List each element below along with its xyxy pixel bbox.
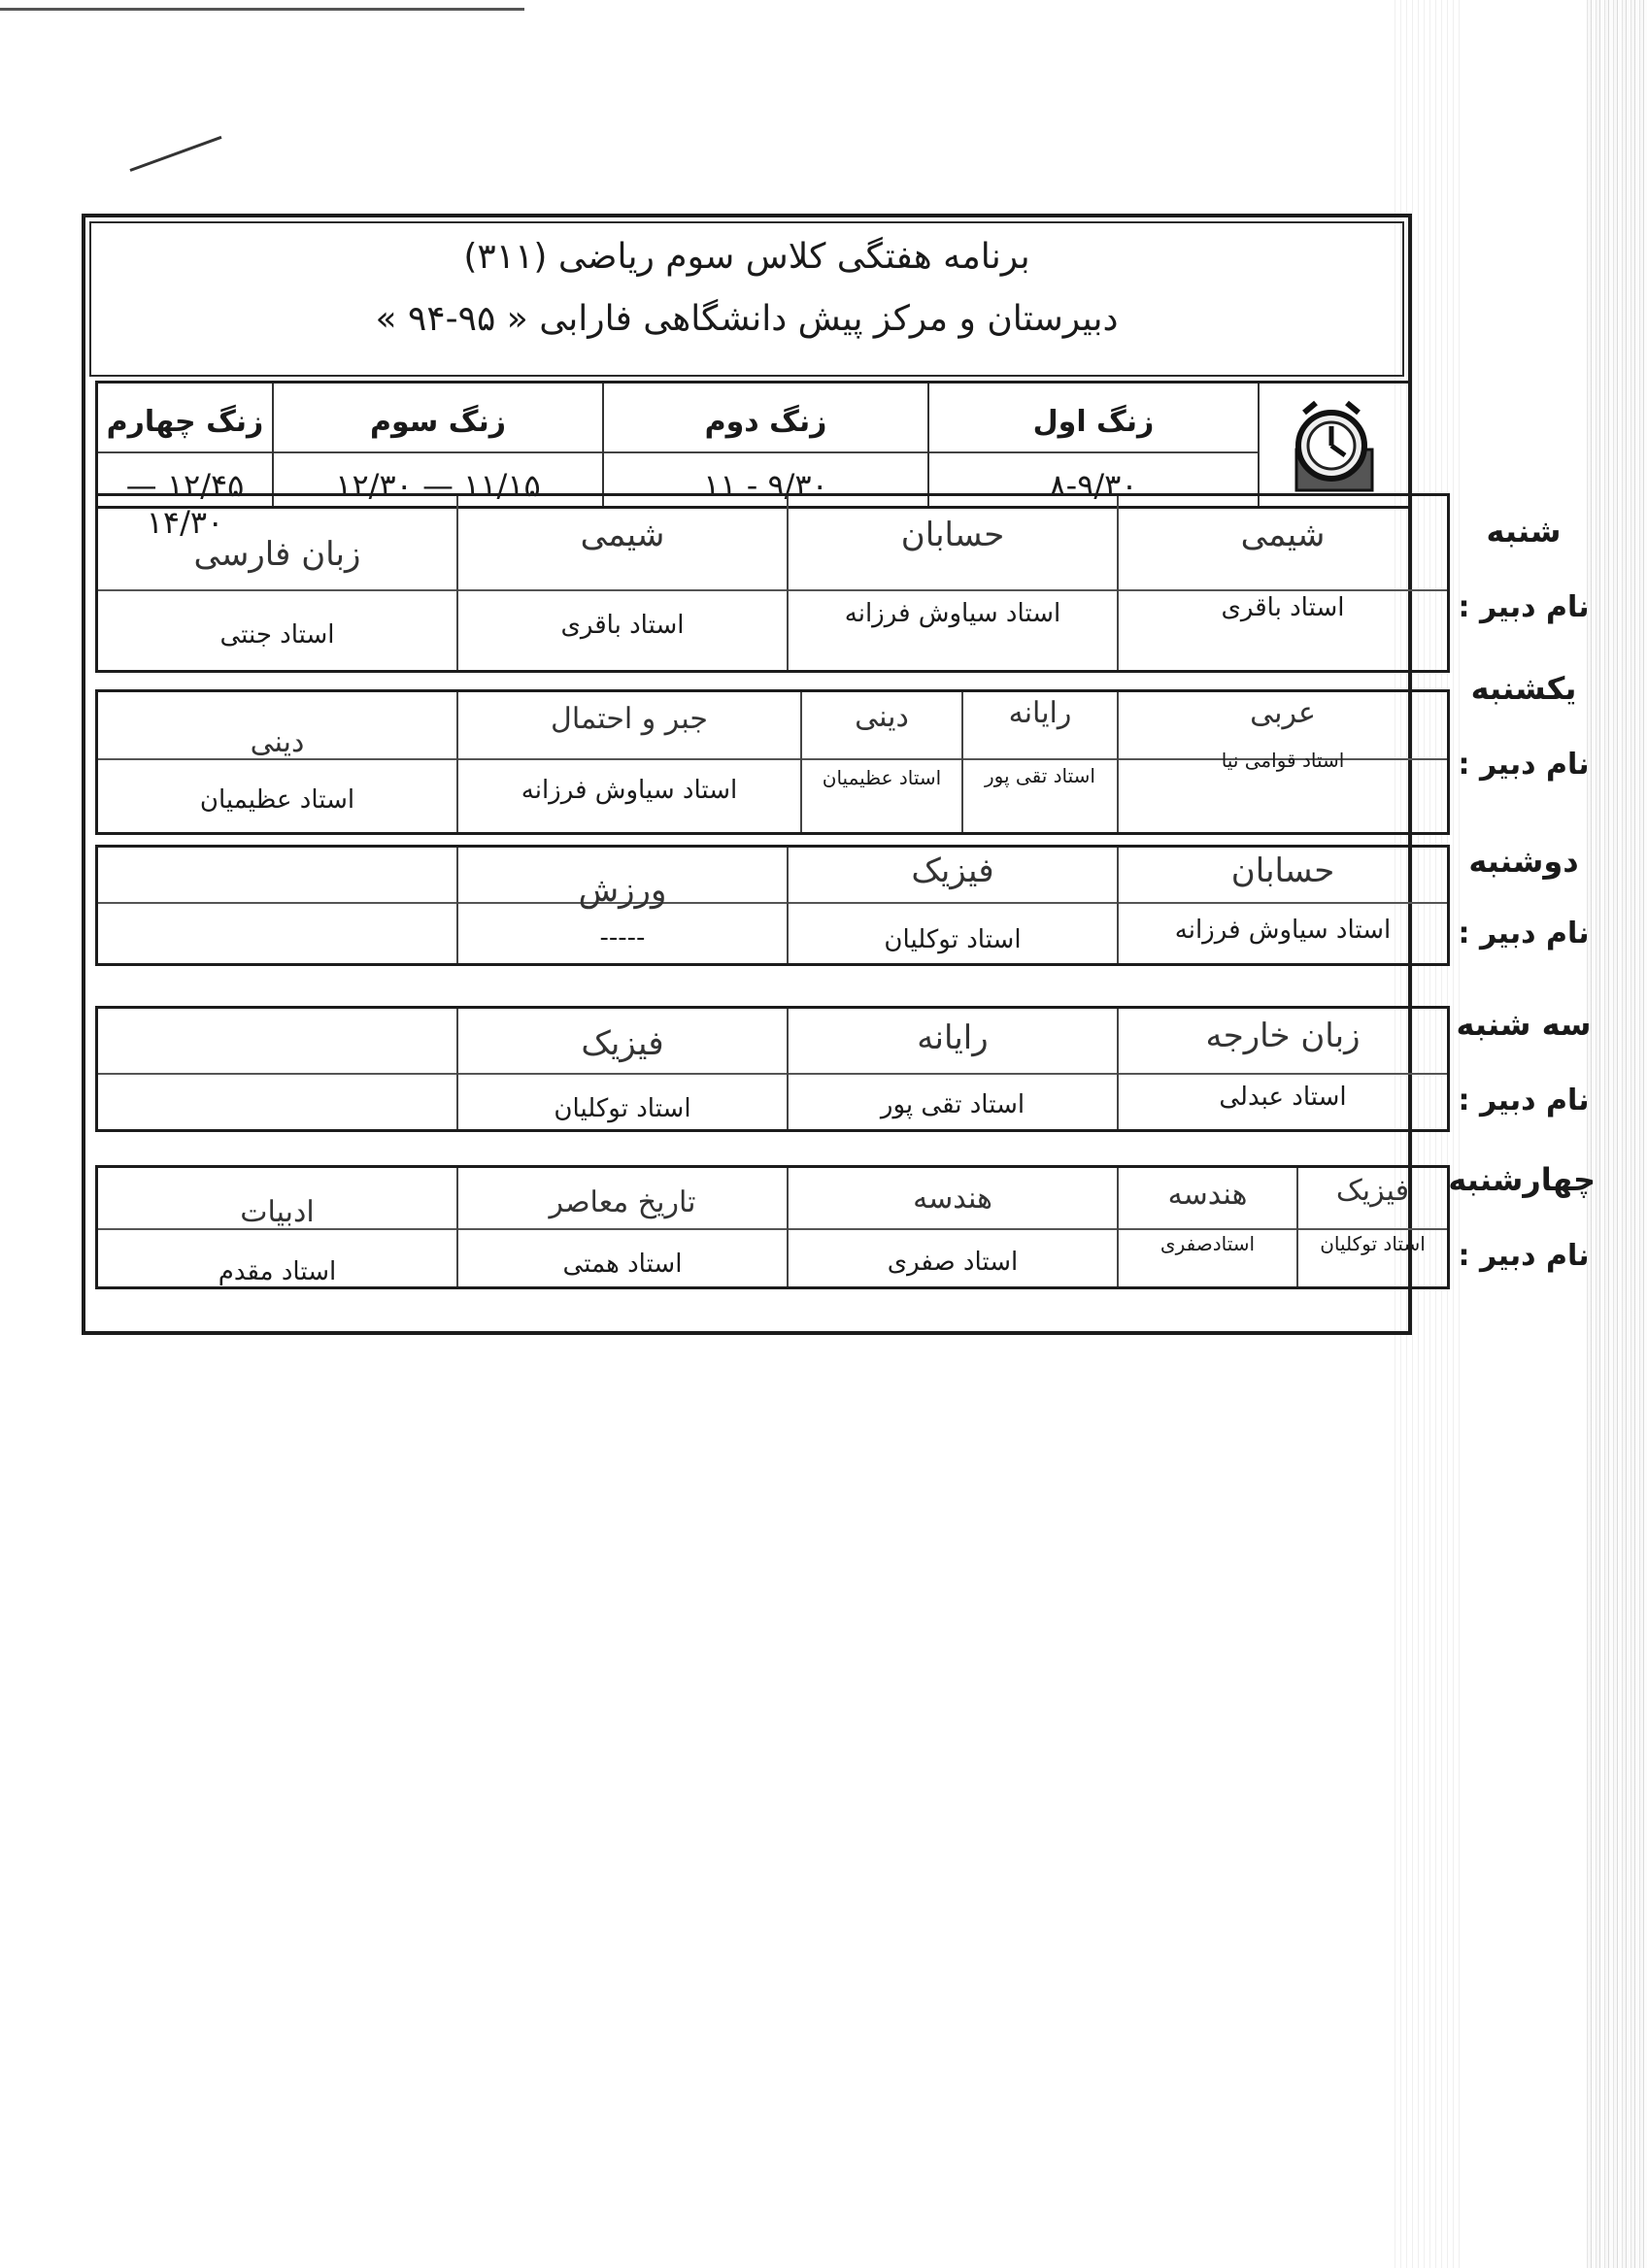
- subject-cell: رایانه: [1008, 696, 1072, 730]
- day-sunday: [95, 670, 1596, 835]
- day-table: [95, 1006, 1450, 1132]
- day-monday: [95, 845, 1596, 966]
- day-name: سه شنبه: [1456, 1006, 1592, 1043]
- subject-cell: تاریخ معاصر: [549, 1185, 696, 1219]
- day-table: [95, 493, 1450, 673]
- subject-cell: ورزش: [578, 871, 667, 910]
- scan-top-line: [0, 8, 524, 11]
- day-tuesday: [95, 1006, 1596, 1132]
- bell-3-time: ۱۱/۱۵ — ۱۲/۳۰: [335, 467, 541, 504]
- schedule-title: برنامه هفتگی کلاس سوم ریاضی (۳۱۱): [463, 237, 1030, 277]
- teacher-cell: استاد باقری: [560, 611, 685, 640]
- schedule-header: [89, 221, 1404, 377]
- subject-cell: ادبیات: [240, 1195, 315, 1229]
- day-table: [95, 689, 1450, 835]
- subject-cell: جبر و احتمال: [551, 702, 708, 736]
- teacher-cell: استاد قوامی نیا: [1221, 749, 1345, 772]
- teacher-cell: استاد تقی پور: [880, 1090, 1025, 1119]
- subject-cell: فیزیک: [581, 1024, 664, 1063]
- teacher-cell: استاد عظیمیان: [822, 766, 942, 789]
- subject-cell: فیزیک: [1335, 1174, 1410, 1208]
- day-wednesday: [95, 1161, 1596, 1289]
- teacher-label: نام دبیر :: [1458, 590, 1590, 624]
- day-name: دوشنبه: [1468, 843, 1579, 880]
- school-name: دبیرستان و مرکز پیش دانشگاهی فارابی « ۹۵-۹۴ »: [375, 299, 1119, 339]
- teacher-label: نام دبیر :: [1458, 1239, 1590, 1273]
- teacher-cell: -----: [599, 923, 646, 952]
- teacher-cell: استاد توکلیان: [884, 925, 1022, 954]
- teacher-label: نام دبیر :: [1458, 917, 1590, 951]
- subject-cell: رایانه: [917, 1018, 989, 1057]
- bell-4: [98, 384, 272, 541]
- bell-1-name: زنگ اول: [1032, 405, 1155, 439]
- subject-cell: عربی: [1250, 696, 1316, 730]
- teacher-label: نام دبیر :: [1458, 1084, 1590, 1117]
- bell-4-time: ۱۲/۴۵ — ۱۴/۳۰: [125, 467, 245, 541]
- teacher-cell: استاد مقدم: [218, 1257, 337, 1286]
- teacher-cell: استاد توکلیان: [1320, 1232, 1426, 1255]
- bell-2: [602, 384, 927, 506]
- bell-4-name: زنگ چهارم: [106, 405, 264, 439]
- bell-3-name: زنگ سوم: [370, 405, 506, 439]
- subject-cell: زبان خارجه: [1205, 1017, 1361, 1055]
- pen-mark: [129, 136, 221, 172]
- bell-1-time: ۸-۹/۳۰: [1049, 467, 1138, 504]
- teacher-cell: استاد تقی پور: [985, 764, 1095, 787]
- subject-cell: دینی: [855, 700, 909, 734]
- day-table: [95, 1165, 1450, 1289]
- teacher-cell: استاد عظیمیان: [199, 785, 355, 815]
- subject-cell: فیزیک: [911, 851, 994, 890]
- teacher-cell: استاد جنتی: [219, 620, 335, 650]
- day-name: شنبه: [1486, 513, 1562, 550]
- teacher-cell: استاد سیاوش فرزانه: [844, 599, 1061, 628]
- teacher-cell: استاد عبدلی: [1219, 1083, 1347, 1112]
- bell-icon-cell: [1258, 384, 1409, 506]
- teacher-cell: استاد باقری: [1221, 593, 1345, 622]
- day-saturday: [95, 493, 1596, 673]
- subject-cell: دینی: [250, 725, 305, 759]
- teacher-cell: استادصفری: [1160, 1232, 1256, 1255]
- subject-cell: شیمی: [580, 516, 665, 554]
- teacher-cell: استاد توکلیان: [554, 1094, 691, 1123]
- teacher-cell: استاد همتی: [562, 1250, 683, 1279]
- scan-edge-artifact: [1587, 0, 1647, 2268]
- subject-cell: هندسه: [1167, 1178, 1248, 1212]
- day-name: چهارشنبه: [1448, 1161, 1596, 1198]
- teacher-cell: استاد صفری: [887, 1248, 1019, 1277]
- subject-cell: شیمی: [1240, 516, 1326, 554]
- bell-1: [927, 384, 1258, 506]
- teacher-cell: استاد سیاوش فرزانه: [521, 776, 738, 805]
- bell-3: [272, 384, 602, 506]
- teacher-label: نام دبیر :: [1458, 748, 1590, 782]
- subject-cell: حسابان: [900, 516, 1005, 554]
- alarm-clock-icon: [1287, 391, 1380, 498]
- subject-cell: هندسه: [913, 1182, 992, 1216]
- bell-2-time: ۹/۳۰ - ۱۱: [703, 467, 828, 504]
- day-name: یکشنبه: [1470, 670, 1577, 707]
- subject-cell: حسابان: [1230, 851, 1335, 890]
- teacher-cell: استاد سیاوش فرزانه: [1174, 916, 1392, 945]
- subject-cell: زبان فارسی: [193, 535, 361, 574]
- bell-2-name: زنگ دوم: [704, 405, 827, 439]
- day-table: [95, 845, 1450, 966]
